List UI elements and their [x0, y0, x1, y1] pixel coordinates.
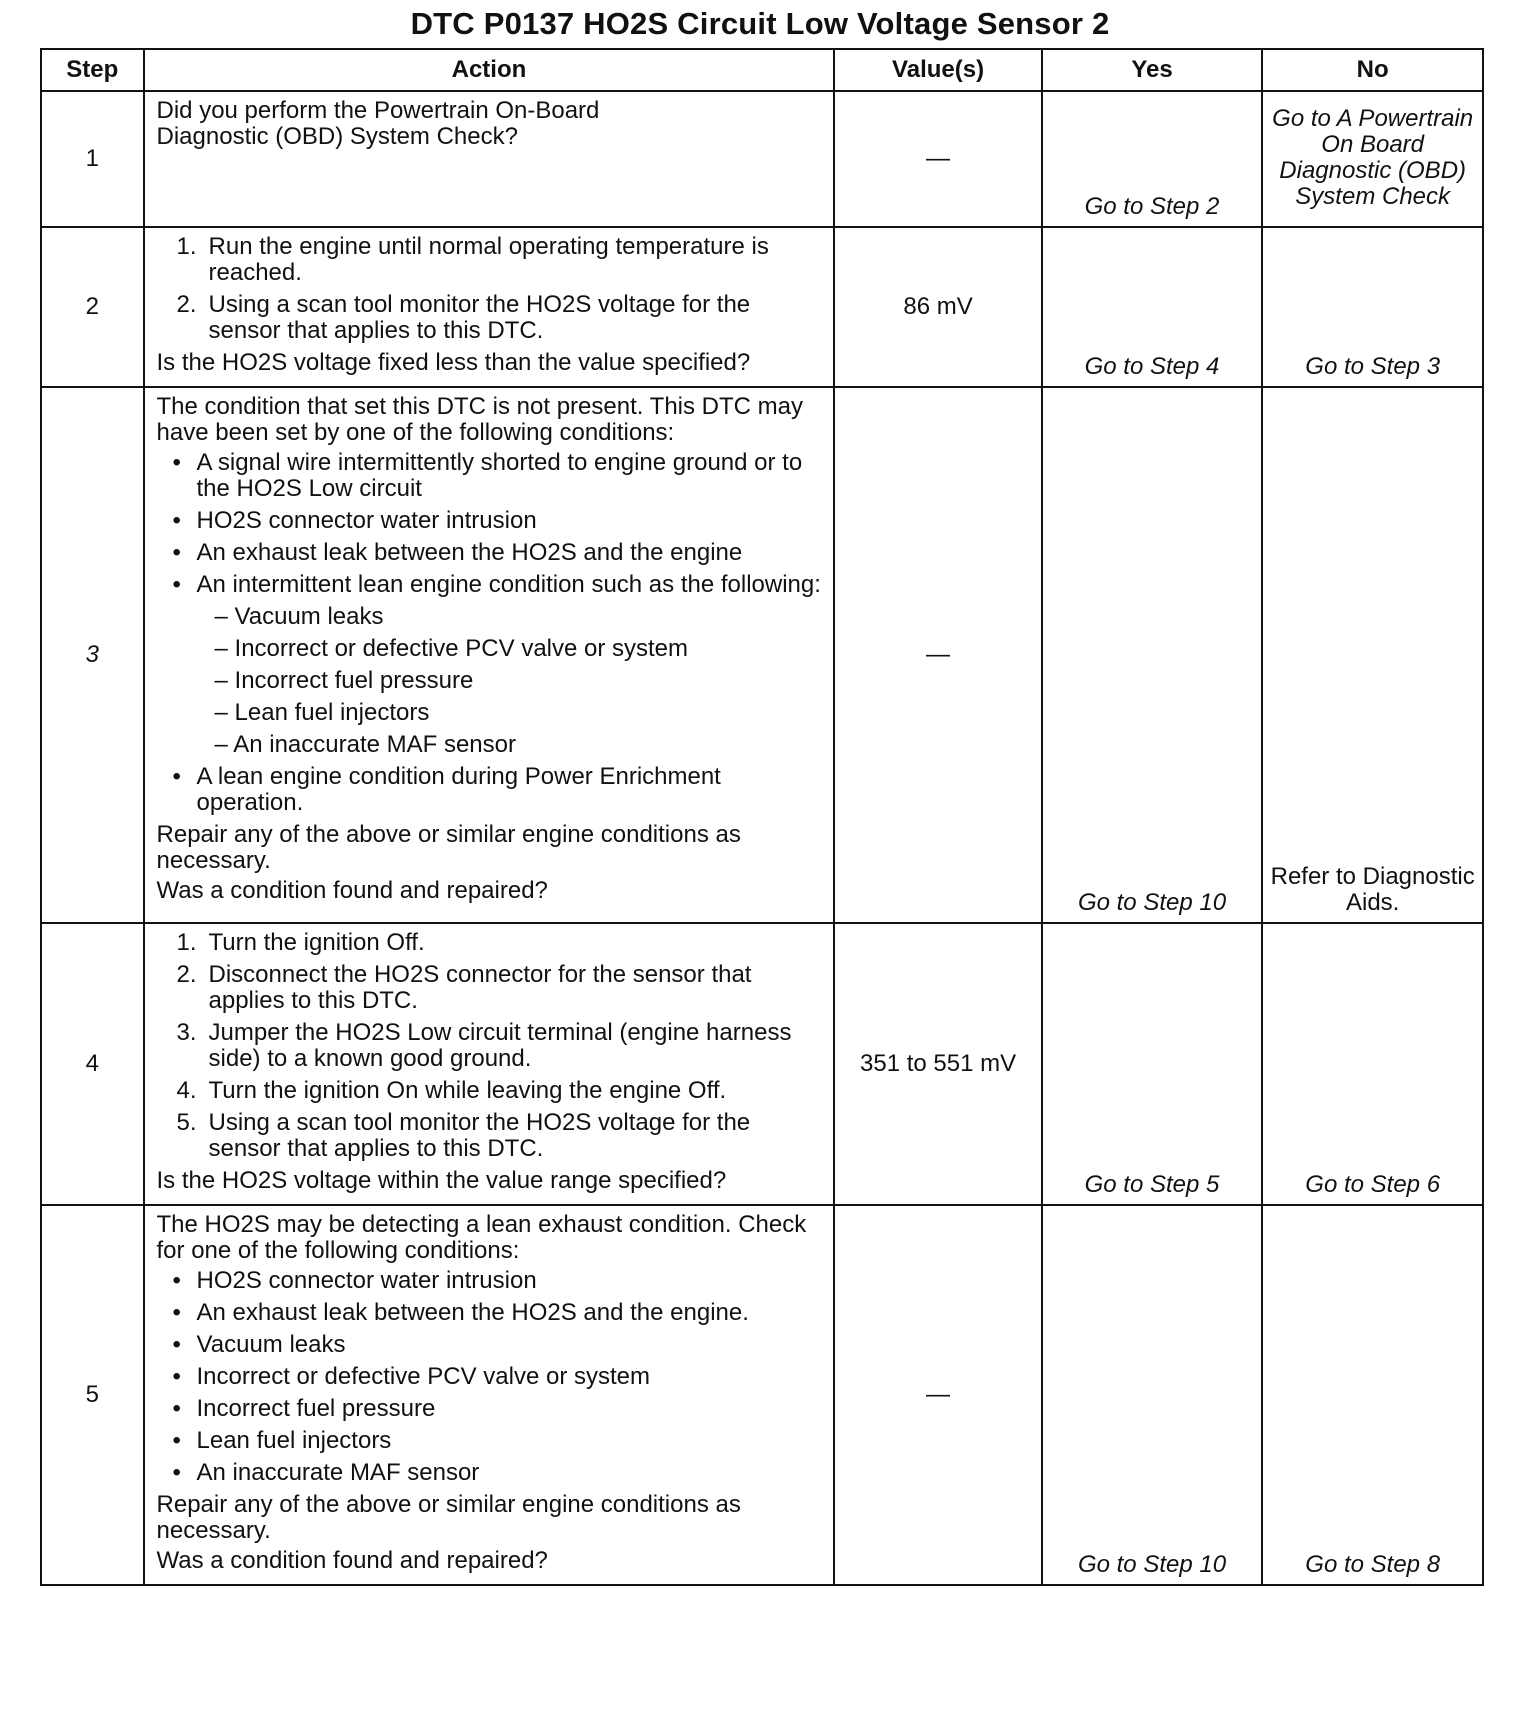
- sub-list-item: – An inaccurate MAF sensor: [214, 731, 516, 758]
- action-intro: Did you perform the Powertrain On-Board Diagnostic (OBD) System Check?: [156, 97, 600, 150]
- action-repair: Repair any of the above or similar engine conditions as necessary.: [156, 1491, 741, 1544]
- action-cell: [144, 387, 835, 923]
- list-item: • HO2S connector water intrusion: [172, 507, 537, 534]
- list-item: • An intermittent lean engine condition such as the following:: [172, 571, 821, 598]
- page-title: DTC P0137 HO2S Circuit Low Voltage Sensor 2: [410, 6, 1110, 41]
- step-number: 1: [41, 91, 144, 227]
- step-number: 3: [41, 387, 144, 923]
- list-item: 4. Turn the ignition On while leaving the engine Off.: [176, 1077, 727, 1104]
- list-item: • Incorrect fuel pressure: [172, 1395, 436, 1422]
- no-cell: Go to Step 3: [1262, 227, 1483, 387]
- list-item: • An inaccurate MAF sensor: [172, 1459, 480, 1486]
- no-cell: Go to A Powertrain On Board Diagnostic (OBD) System Check: [1262, 91, 1483, 227]
- sub-list-item: – Vacuum leaks: [214, 603, 384, 630]
- list-item: • Lean fuel injectors: [172, 1427, 392, 1454]
- no-cell: Refer to Diagnostic Aids.: [1262, 387, 1483, 923]
- header-yes: Yes: [1042, 49, 1263, 91]
- step-number: 2: [41, 227, 144, 387]
- action-question: Is the HO2S voltage within the value range specified?: [156, 1167, 727, 1194]
- list-item: 2. Using a scan tool monitor the HO2S voltage for the sensor that applies to this DTC.: [176, 291, 751, 344]
- action-cell: [144, 1205, 835, 1585]
- diagnostic-table: [40, 48, 1484, 1586]
- action-question: Is the HO2S voltage fixed less than the value specified?: [156, 349, 751, 376]
- table-row: [41, 91, 1483, 227]
- list-item: 1. Turn the ignition Off.: [176, 929, 425, 956]
- yes-cell: Go to Step 2: [1042, 91, 1263, 227]
- table-row: [41, 227, 1483, 387]
- value-cell: —: [834, 91, 1041, 227]
- sub-list-item: – Incorrect or defective PCV valve or system: [214, 635, 689, 662]
- list-item: • An exhaust leak between the HO2S and the engine.: [172, 1299, 749, 1326]
- list-item: 5. Using a scan tool monitor the HO2S voltage for the sensor that applies to this DTC.: [176, 1109, 751, 1162]
- action-cell: [144, 923, 835, 1205]
- value-cell: —: [834, 387, 1041, 923]
- list-item: • A signal wire intermittently shorted to engine ground or to the HO2S Low circuit: [172, 449, 803, 502]
- table-row: [41, 923, 1483, 1205]
- yes-cell: Go to Step 4: [1042, 227, 1263, 387]
- list-item: 1. Run the engine until normal operating temperature is reached.: [176, 233, 769, 286]
- list-item: 2. Disconnect the HO2S connector for the sensor that applies to this DTC.: [176, 961, 752, 1014]
- table-header-row: [41, 49, 1483, 91]
- list-item: • An exhaust leak between the HO2S and the engine: [172, 539, 743, 566]
- action-repair: Repair any of the above or similar engine conditions as necessary.: [156, 821, 741, 874]
- value-cell: 86 mV: [834, 227, 1041, 387]
- header-values: Value(s): [834, 49, 1041, 91]
- yes-cell: Go to Step 5: [1042, 923, 1263, 1205]
- table-row: [41, 1205, 1483, 1585]
- step-number: 4: [41, 923, 144, 1205]
- yes-cell: Go to Step 10: [1042, 1205, 1263, 1585]
- action-intro: The condition that set this DTC is not present. This DTC may have been set by one of the following conditions:: [156, 393, 803, 446]
- action-question: Was a condition found and repaired?: [156, 877, 548, 904]
- value-cell: —: [834, 1205, 1041, 1585]
- list-item: • Incorrect or defective PCV valve or system: [172, 1363, 651, 1390]
- no-cell: Go to Step 8: [1262, 1205, 1483, 1585]
- header-step: Step: [41, 49, 144, 91]
- header-action: Action: [144, 49, 835, 91]
- action-cell: [144, 227, 835, 387]
- step-number: 5: [41, 1205, 144, 1585]
- list-item: • Vacuum leaks: [172, 1331, 346, 1358]
- list-item: 3. Jumper the HO2S Low circuit terminal (engine harness side) to a known good ground.: [176, 1019, 792, 1072]
- list-item: • HO2S connector water intrusion: [172, 1267, 537, 1294]
- no-cell: Go to Step 6: [1262, 923, 1483, 1205]
- header-no: No: [1262, 49, 1483, 91]
- sub-list-item: – Lean fuel injectors: [214, 699, 430, 726]
- action-intro: The HO2S may be detecting a lean exhaust condition. Check for one of the following conditions:: [156, 1211, 807, 1264]
- sub-list-item: – Incorrect fuel pressure: [214, 667, 474, 694]
- action-question: Was a condition found and repaired?: [156, 1547, 548, 1574]
- yes-cell: Go to Step 10: [1042, 387, 1263, 923]
- action-cell: [144, 91, 835, 227]
- list-item: • A lean engine condition during Power Enrichment operation.: [172, 763, 721, 816]
- table-row: [41, 387, 1483, 923]
- value-cell: 351 to 551 mV: [834, 923, 1041, 1205]
